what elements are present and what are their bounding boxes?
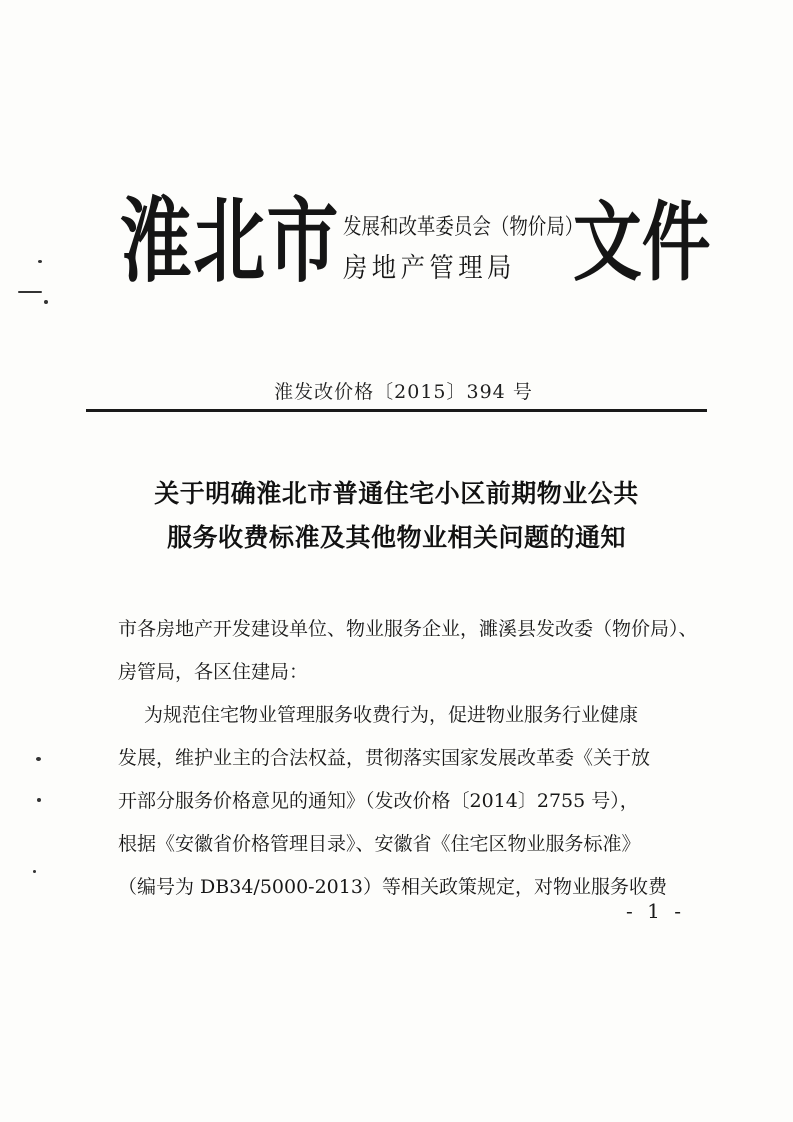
body-line: 房管局，各区住建局： xyxy=(118,661,309,683)
header-issuer-line1: 发展和改革委员会（物价局） xyxy=(343,215,584,240)
body-line: 市各房地产开发建设单位、物业服务企业，濉溪县发改委（物价局）、 xyxy=(118,618,698,640)
scan-speck xyxy=(18,291,42,293)
body-line: 根据《安徽省价格管理目录》、安徽省《住宅区物业服务标准》 xyxy=(118,833,641,855)
body-line: 发展，维护业主的合法权益，贯彻落实国家发展改革委《关于放 xyxy=(118,747,651,769)
body-line: 开部分服务价格意见的通知》（发改价格〔2014〕2755 号）， xyxy=(118,790,639,812)
page-number: - 1 - xyxy=(626,899,685,923)
scan-speck xyxy=(44,300,48,304)
header-divider xyxy=(86,409,707,412)
document-title xyxy=(80,472,713,560)
title-line-2: 服务收费标准及其他物业相关问题的通知 xyxy=(166,523,626,552)
scan-speck xyxy=(36,757,41,761)
header-doc-type: 文件 xyxy=(573,193,711,293)
header-issuers xyxy=(343,213,584,289)
title-line-1: 关于明确淮北市普通住宅小区前期物业公共 xyxy=(154,479,639,508)
header-issuer-line2: 房地产管理局 xyxy=(343,253,516,284)
scan-speck xyxy=(37,798,41,802)
scan-speck xyxy=(33,870,36,873)
scan-speck xyxy=(38,260,42,263)
document-number: 淮发改价格〔2015〕394 号 xyxy=(274,381,533,403)
body-line: 为规范住宅物业管理服务收费行为，促进物业服务行业健康 xyxy=(144,704,639,726)
body-line: （编号为 DB34/5000-2013）等相关政策规定，对物业服务收费 xyxy=(118,876,667,898)
document-body xyxy=(118,608,708,909)
header-city: 淮北市 xyxy=(120,188,340,295)
